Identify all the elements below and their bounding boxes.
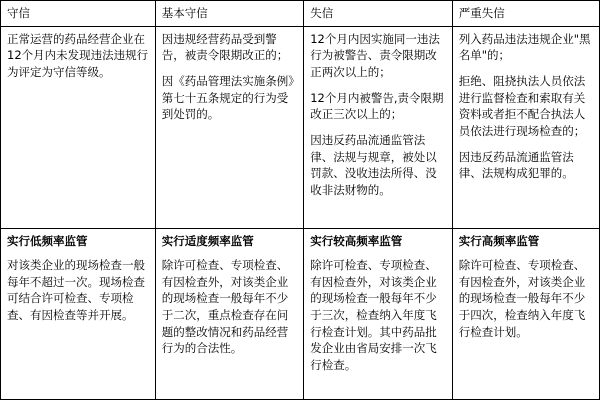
frequency-cell-trustworthy: 实行低频率监管 对该类企业的现场检查一般每年不超过一次。现场检查可结合许可检查、专项检查、有因检查等并开展。 bbox=[1, 229, 156, 400]
criteria-cell-seriously-untrustworthy: 列入药品违法违规企业"黑名单"的； 拒绝、阻挠执法人员依法进行监督检查和索取有关资料或者拒不配合执法人员依法进行现场检查的； 因违反药品流通监管法律、法规构成犯罪的。 bbox=[452, 26, 599, 228]
table-header-row bbox=[1, 1, 600, 27]
frequency-title: 实行较高频率监管 bbox=[310, 234, 403, 249]
criteria-cell-untrustworthy: 12个月内因实施同一违法行为被警告、责令限期改正两次以上的； 12个月内被警告,责令限期改正三次以上的； 因违反药品流通监管法律、法规与规章，被处以罚款、没收违法所得、没收非法财物的。 bbox=[304, 26, 453, 228]
table-row bbox=[1, 229, 600, 400]
frequency-title: 实行适度频率监管 bbox=[161, 234, 254, 249]
header-cell-trustworthy: 守信 bbox=[1, 1, 156, 27]
frequency-cell-seriously-untrustworthy: 实行高频率监管 除许可检查、专项检查、有因检查外，对该类企业的现场检查一般每年不少于四次，检查纳入年度飞行检查计划。 bbox=[452, 229, 599, 400]
header-cell-seriously-untrustworthy: 严重失信 bbox=[452, 1, 599, 27]
frequency-title: 实行低频率监管 bbox=[7, 234, 88, 249]
criteria-cell-trustworthy: 正常运营的药品经营企业在12个月内未发现违法违规行为评定为守信等级。 bbox=[1, 26, 156, 228]
table-row bbox=[1, 26, 600, 228]
frequency-cell-basically-trustworthy: 实行适度频率监管 除许可检查、专项检查、有因检查外，对该类企业的现场检查一般每年不少于二次，重点检查存在问题的整改情况和药品经营行为的合法性。 bbox=[155, 229, 304, 400]
frequency-cell-untrustworthy: 实行较高频率监管 除许可检查、专项检查、有因检查外，对该类企业的现场检查一般每年不少于三次，检查纳入年度飞行检查计划。其中药品批发企业由省局安排一次飞行检查。 bbox=[304, 229, 453, 400]
header-cell-untrustworthy: 失信 bbox=[304, 1, 453, 27]
header-cell-basically-trustworthy: 基本守信 bbox=[155, 1, 304, 27]
frequency-title: 实行高频率监管 bbox=[458, 234, 540, 249]
criteria-cell-basically-trustworthy: 因违规经营药品受到警告，被责令限期改正的； 因《药品管理法实施条例》第七十五条规定的行为受到处罚的。 bbox=[155, 26, 304, 228]
